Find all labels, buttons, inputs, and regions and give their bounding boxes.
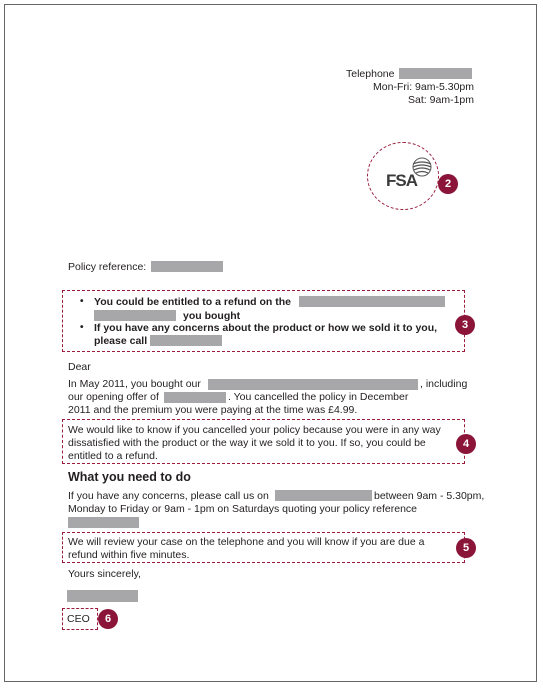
annotation-marker-3: 3 xyxy=(455,315,475,335)
annotation-marker-6: 6 xyxy=(98,609,118,629)
salutation: Dear xyxy=(68,361,91,373)
para3-line1-start: If you have any concerns, please call us on xyxy=(68,490,269,502)
bullet-dot: • xyxy=(80,322,84,333)
key-fact-refund-suffix: you bought xyxy=(183,310,241,322)
signature-title: CEO xyxy=(67,613,90,625)
redacted-policy-reference xyxy=(68,517,139,528)
redacted-offer xyxy=(164,392,226,403)
redacted-policy-reference xyxy=(151,261,223,272)
annotation-marker-5: 5 xyxy=(456,538,476,558)
para2-line2: dissatisfied with the product or the way it we sold it to you. If so, you could be xyxy=(68,437,426,449)
redacted-phone-number xyxy=(150,335,222,346)
para1-line1-start: In May 2011, you bought our xyxy=(68,378,201,390)
para4-line1: We will review your case on the telephone and you will know if you are due a xyxy=(68,536,425,548)
hours-saturday: Sat: 9am-1pm xyxy=(408,94,474,106)
key-fact-call: please call xyxy=(94,335,148,347)
key-fact-concerns: If you have any concerns about the product or how we sold it to you, xyxy=(94,322,438,334)
redacted-product-name xyxy=(208,379,418,390)
fsa-logo: FSA xyxy=(386,171,417,190)
redacted-phone-number xyxy=(275,490,372,501)
para2-line3: entitled to a refund. xyxy=(68,450,158,462)
bullet-dot: • xyxy=(80,296,84,307)
para1-line3: 2011 and the premium you were paying at the time was £4.99. xyxy=(68,404,358,416)
closing: Yours sincerely, xyxy=(68,568,141,580)
redacted-product-detail xyxy=(94,310,176,321)
para3-line2: Monday to Friday or 9am - 1pm on Saturdays quoting your policy reference xyxy=(68,503,418,515)
policy-reference-label: Policy reference: xyxy=(68,261,147,273)
para4-line2: refund within five minutes. xyxy=(68,549,190,561)
key-fact-refund: You could be entitled to a refund on the xyxy=(94,296,291,308)
redacted-signature xyxy=(67,590,138,602)
telephone-label: Telephone xyxy=(346,68,395,80)
section-heading: What you need to do xyxy=(68,470,191,484)
para3-line1-end: between 9am - 5.30pm, xyxy=(374,490,485,502)
para1-line2-end: . You cancelled the policy in December xyxy=(228,391,409,403)
para1-line1-end: , including xyxy=(420,378,468,390)
annotation-marker-4: 4 xyxy=(456,434,476,454)
para1-line2-start: our opening offer of xyxy=(68,391,159,403)
para2-line1: We would like to know if you cancelled your policy because you were in any way xyxy=(68,424,441,436)
hours-weekday: Mon-Fri: 9am-5.30pm xyxy=(373,81,474,93)
globe-logo-icon xyxy=(411,156,433,178)
annotation-marker-2: 2 xyxy=(438,174,458,194)
redacted-telephone xyxy=(399,68,472,79)
redacted-product-name xyxy=(299,296,445,307)
